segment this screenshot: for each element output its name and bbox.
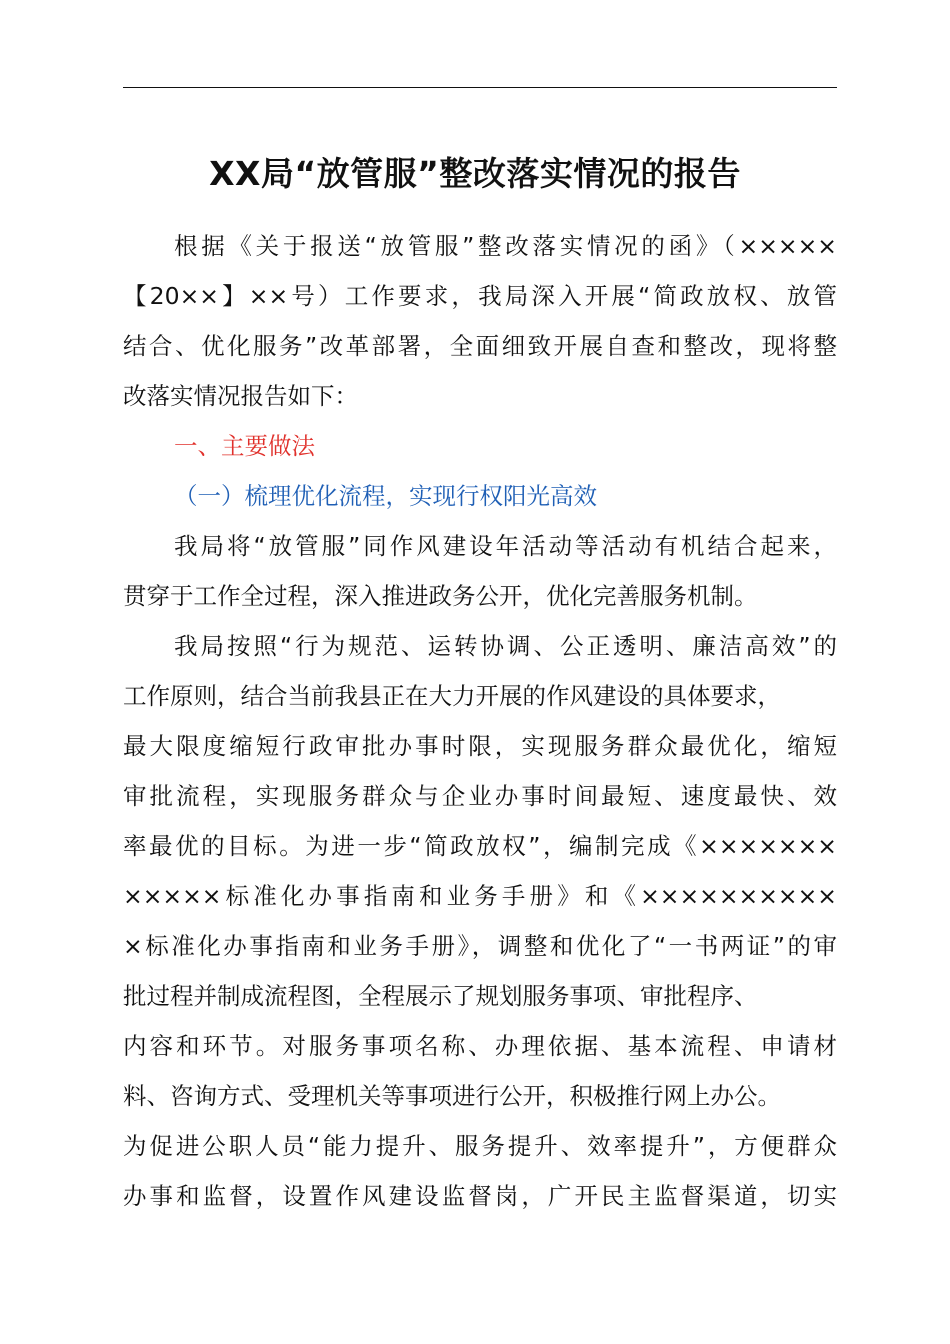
paragraph-line: ×标准化办事指南和业务手册》，调整和优化了“一书两证”的审: [123, 932, 837, 960]
subsection-heading: （一）梳理优化流程，实现行权阳光高效: [174, 482, 597, 510]
paragraph-line: 料、咨询方式、受理机关等事项进行公开，积极推行网上办公。: [123, 1082, 781, 1110]
paragraph-line: 我局按照“行为规范、运转协调、公正透明、廉洁高效”的: [174, 632, 837, 660]
paragraph-line: 改落实情况报告如下：: [123, 382, 358, 410]
paragraph-line: 最大限度缩短行政审批办事时限，实现服务群众最优化，缩短: [123, 732, 837, 760]
paragraph-line: ×××××标准化办事指南和业务手册》和《××××××××××: [123, 882, 837, 910]
header-rule: [123, 87, 837, 88]
paragraph-line: 结合、优化服务”改革部署，全面细致开展自查和整改，现将整: [123, 332, 837, 360]
paragraph-line: 批过程并制成流程图，全程展示了规划服务事项、审批程序、: [123, 982, 758, 1010]
paragraph-line: 工作原则，结合当前我县正在大力开展的作风建设的具体要求，: [123, 682, 781, 710]
paragraph-line: 我局将“放管服”同作风建设年活动等活动有机结合起来，: [174, 532, 837, 560]
section-heading: 一、主要做法: [174, 432, 315, 460]
paragraph-line: 办事和监督，设置作风建设监督岗，广开民主监督渠道，切实: [123, 1182, 837, 1210]
paragraph-line: 审批流程，实现服务群众与企业办事时间最短、速度最快、效: [123, 782, 837, 810]
paragraph-line: 率最优的目标。为进一步“简政放权”，编制完成《×××××××: [123, 832, 837, 860]
paragraph-line: 根据《关于报送“放管服”整改落实情况的函》（×××××: [174, 232, 837, 260]
paragraph-line: 【20××】××号）工作要求，我局深入开展“简政放权、放管: [123, 282, 837, 310]
document-title: XX局“放管服”整改落实情况的报告: [209, 154, 741, 193]
paragraph-line: 为促进公职人员“能力提升、服务提升、效率提升”，方便群众: [123, 1132, 837, 1160]
paragraph-line: 内容和环节。对服务事项名称、办理依据、基本流程、申请材: [123, 1032, 837, 1060]
paragraph-line: 贯穿于工作全过程，深入推进政务公开，优化完善服务机制。: [123, 582, 758, 610]
